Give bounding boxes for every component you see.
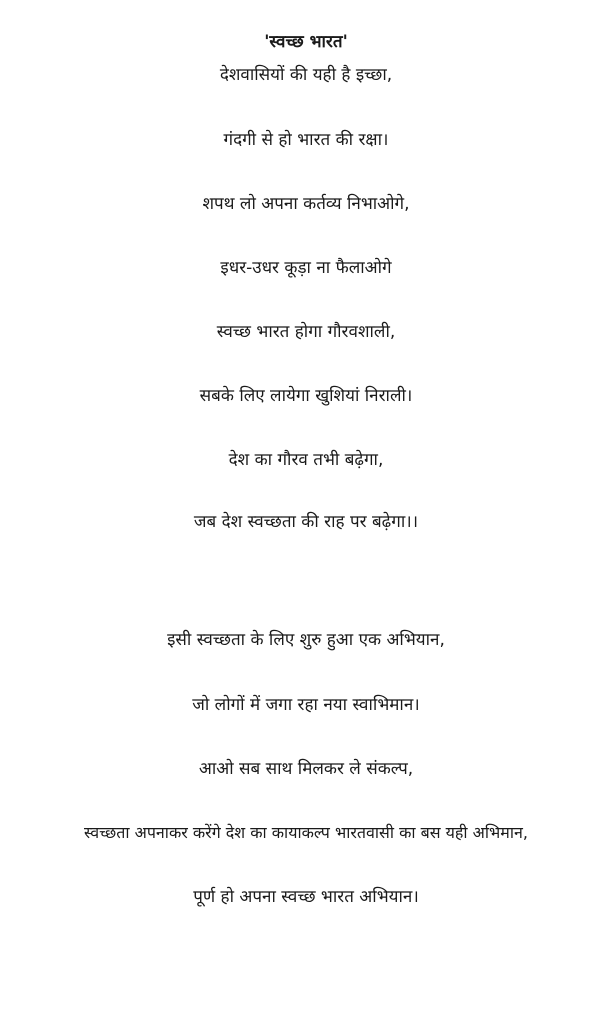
poem-line: इसी स्वच्छता के लिए शुरु हुआ एक अभियान, xyxy=(167,630,445,650)
poem-line: पूर्ण हो अपना स्वच्छ भारत अभियान। xyxy=(193,887,419,907)
poem-line: जो लोगों में जगा रहा नया स्वाभिमान। xyxy=(192,695,420,715)
poem-line: स्वच्छता अपनाकर करेंगे देश का कायाकल्प भारतवासी का बस यही अभिमान, xyxy=(84,823,528,842)
poem-line: आओ सब साथ मिलकर ले संकल्प, xyxy=(198,759,414,779)
poem-title: 'स्वच्छ भारत' xyxy=(264,32,348,52)
poem-line: सबके लिए लायेगा खुशियां निराली। xyxy=(199,386,413,406)
poem-line: इधर-उधर कूड़ा ना फैलाओगे xyxy=(220,258,392,278)
poem-line: जब देश स्वच्छता की राह पर बढ़ेगा।। xyxy=(193,512,419,532)
poem-line: देशवासियों की यही है इच्छा, xyxy=(219,65,393,85)
poem-line: शपथ लो अपना कर्तव्य निभाओगे, xyxy=(202,194,410,214)
poem-line: देश का गौरव तभी बढ़ेगा, xyxy=(228,450,384,470)
poem-line: गंदगी से हो भारत की रक्षा। xyxy=(223,130,389,150)
poem-line: स्वच्छ भारत होगा गौरवशाली, xyxy=(216,322,396,342)
